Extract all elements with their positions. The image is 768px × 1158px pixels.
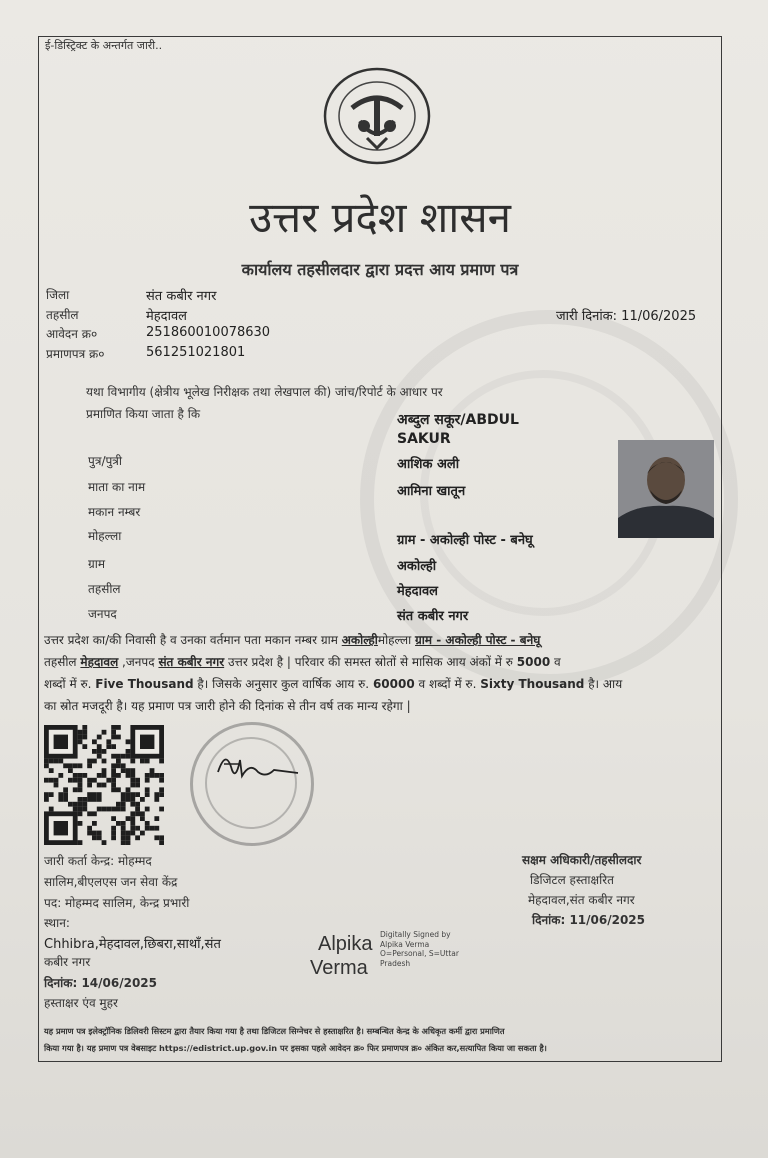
handwritten-signature [210, 740, 310, 790]
field-label-mother: माता का नाम [88, 480, 146, 494]
digital-sign-name-cont: Verma [310, 957, 368, 979]
meta-value-district: संत कबीर नगर [146, 289, 217, 304]
issuer-center-cont: सालिम,बीएलएस जन सेवा केंद्र [44, 875, 178, 889]
officer-digital: डिजिटल हस्ताक्षरित [530, 873, 614, 887]
digital-sign-details [380, 930, 459, 968]
meta-value-certificate-no: 561251021801 [146, 345, 246, 360]
field-label-tehsil: तहसील [88, 582, 121, 596]
issue-date: जारी दिनांक: 11/06/2025 [556, 309, 697, 324]
footer-note-1: यह प्रमाण पत्र इलेक्ट्रॉनिक डिलिवरी सिस्टम द्वारा तैयार किया गया है तथा डिजिटल सिग्नेचर से हस्ताक्षरित है। सम्बन्धित केन्द्र के अधिकृत कर्मी द्वारा प्रमाणित [44, 1026, 505, 1036]
intro-line-2: प्रमाणित किया जाता है कि [86, 407, 201, 421]
field-value-locality: ग्राम - अकोल्ही पोस्ट - बनेघू [397, 533, 533, 548]
field-label-locality: मोहल्ला [88, 529, 122, 543]
officer-location: मेहदावल,संत कबीर नगर [528, 893, 635, 907]
para-text: उत्तर प्रदेश है | परिवार की समस्त स्रोतों से मासिक आय अंकों में रु [224, 655, 517, 669]
issuer-place-label: स्थान: [44, 916, 70, 930]
digital-sign-detail: O=Personal, S=Uttar [380, 949, 459, 958]
para-text: का स्रोत मजदूरी है। यह प्रमाण पत्र जारी होने की दिनांक से तीन वर्ष तक मान्य रहेगा | [44, 699, 411, 713]
para-text: ,जनपद [118, 655, 159, 669]
issuer-place: Chhibra,मेहदावल,छिबरा,साथाँ,संत [44, 937, 221, 952]
para-text: तहसील [44, 655, 81, 669]
field-value-tehsil: मेहदावल [397, 584, 438, 599]
page-title: उत्तर प्रदेश शासन [249, 193, 511, 242]
field-value-mother: आमिना खातून [397, 484, 466, 499]
officer-date: दिनांक: 11/06/2025 [532, 913, 646, 927]
para-text: उत्तर प्रदेश का/की निवासी है व उनका वर्तमान पता मकान नम्बर ग्राम [44, 633, 342, 647]
field-value-parent: आशिक अली [397, 457, 460, 472]
page-subtitle: कार्यालय तहसीलदार द्वारा प्रदत्त आय प्रमाण पत्र [241, 260, 519, 279]
income-statement [44, 629, 724, 717]
issuer-place-cont: कबीर नगर [44, 955, 91, 969]
para-locality: ग्राम - अकोल्ही पोस्ट - बनेघू [415, 633, 541, 647]
digital-sign-detail: Pradesh [380, 958, 411, 968]
meta-label-tehsil: तहसील [46, 308, 79, 322]
meta-label-certificate-no: प्रमाणपत्र क्र० [46, 347, 105, 361]
para-text: व [550, 655, 561, 669]
officer-title: सक्षम अधिकारी/तहसीलदार [522, 853, 642, 867]
para-text: है। जिसके अनुसार कुल वार्षिक आय रु. [193, 677, 373, 691]
issuer-sign-seal: हस्ताक्षर एंव मुहर [44, 996, 118, 1010]
annual-income-words: Sixty Thousand [480, 677, 585, 691]
meta-label-application-no: आवेदन क्र० [46, 327, 98, 341]
annual-income: 60000 [372, 677, 415, 691]
field-value-district: संत कबीर नगर [397, 609, 469, 624]
field-label-district: जनपद [88, 607, 117, 621]
field-label-village: ग्राम [88, 557, 106, 571]
monthly-income: 5000 [516, 655, 551, 669]
field-label-house: मकान नम्बर [88, 505, 141, 519]
issuer-center: जारी कर्ता केन्द्र: मोहम्मद [44, 854, 152, 868]
field-value-village: अकोल्ही [397, 559, 437, 574]
footer-note-2: किया गया है। यह प्रमाण पत्र वेबसाइट https://edistrict.up.gov.in पर इसका पहले आवेदन क्र० फिर प्रमाणपत्र क्र० अंकित कर,सत्यापित किया जा सकता है। [44, 1043, 547, 1053]
meta-label-district: जिला [46, 288, 70, 302]
applicant-photo [618, 440, 714, 538]
issuer-post: पद: मोहम्मद सालिम, केन्द्र प्रभारी [44, 896, 190, 910]
monthly-income-words: Five Thousand [95, 677, 194, 691]
issuer-date: दिनांक: 14/06/2025 [44, 976, 158, 990]
meta-value-tehsil: मेहदावल [146, 309, 187, 324]
para-district: संत कबीर नगर [158, 655, 225, 669]
para-text: मोहल्ला [377, 633, 416, 647]
applicant-name: अब्दुल सकूर/ABDUL [397, 412, 519, 428]
meta-value-application-no: 251860010078630 [146, 325, 271, 340]
para-text: व शब्दों में रु. [414, 677, 481, 691]
para-tehsil: मेहदावल [80, 655, 119, 669]
field-label-parent: पुत्र/पुत्री [88, 454, 123, 468]
digital-sign-detail: Digitally Signed by [380, 930, 451, 939]
qr-code[interactable] [44, 725, 164, 847]
header-note: ई-डिस्ट्रिक्ट के अन्तर्गत जारी.. [45, 39, 163, 52]
para-text: है। आय [584, 677, 623, 691]
intro-line-1: यथा विभागीय (क्षेत्रीय भूलेख निरीक्षक तथा लेखपाल की) जांच/रिपोर्ट के आधार पर [86, 385, 443, 399]
para-village: अकोल्ही [341, 633, 378, 647]
digital-sign-detail: Alpika Verma [380, 939, 430, 949]
para-text: शब्दों में रु. [44, 677, 96, 691]
digital-sign-name: Alpika [318, 933, 373, 955]
applicant-name-cont: SAKUR [397, 431, 451, 447]
